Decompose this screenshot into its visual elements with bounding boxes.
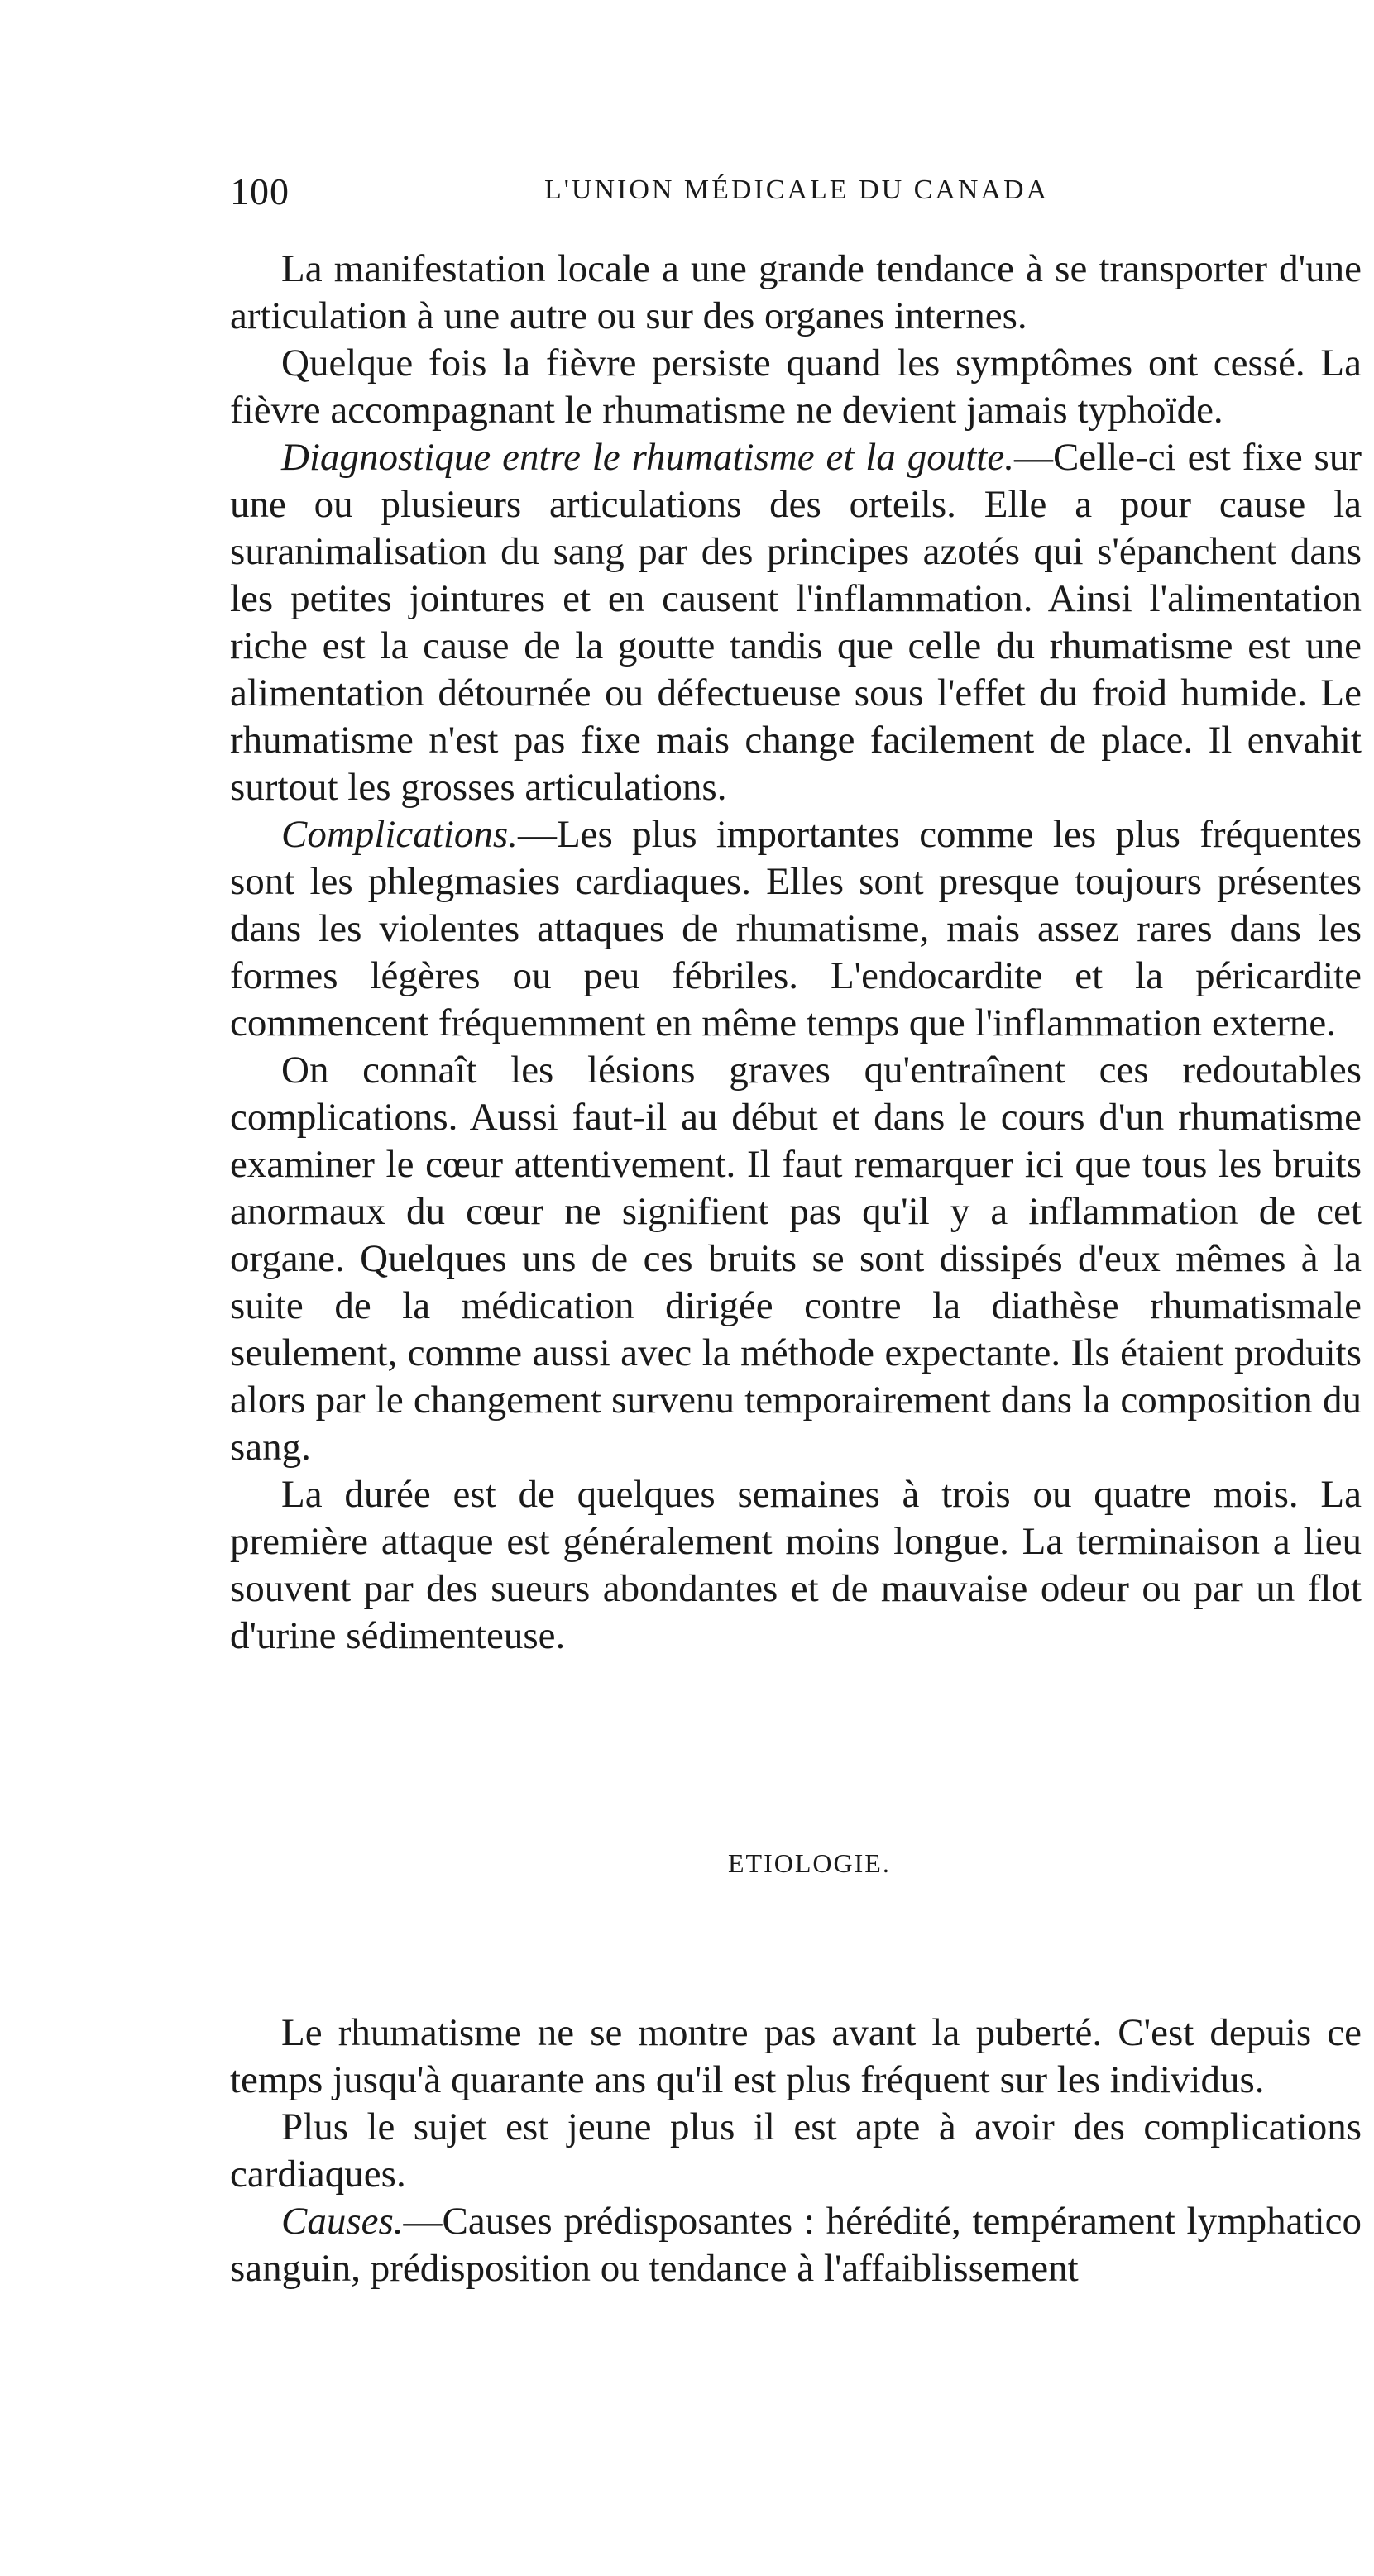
running-head: L'UNION MÉDICALE DU CANADA <box>544 174 1050 205</box>
paragraph-text: On connaît les lésions graves qu'entraînent ces redoutables complications. Aussi faut-il au début et dans le cours d'un rhumatisme examiner le cœur attentivement. Il faut remarquer ici que tous les bruits anormaux du cœur ne signifient pas qu'il y a inflammation de cet organe. Quelques uns de ces bruits se sont dissipés d'eux mêmes à la suite de la médication dirigée contre la diathèse rhumatismale seulement, comme aussi avec la méthode expectante. Ils étaient produits alors par le changement survenu temporairement dans la composition du sang. <box>230 1049 1362 1469</box>
paragraph-duree <box>230 1471 1362 1660</box>
paragraph-text: La manifestation locale a une grande tendance à se transporter d'une articulation à une autre ou sur des organes internes. <box>230 247 1362 337</box>
paragraph-text: Quelque fois la fièvre persiste quand les symptômes ont cessé. La fièvre accompagnant le rhumatisme ne devient jamais typhoïde. <box>230 342 1362 432</box>
paragraph-fievre <box>230 340 1362 434</box>
section-heading-etiologie: ETIOLOGIE. <box>728 1848 891 1878</box>
paragraph-causes <box>230 2198 1362 2292</box>
paragraph-lead: Causes. <box>281 2200 404 2243</box>
paragraph-text: Plus le sujet est jeune plus il est apte à avoir des complications cardiaques. <box>230 2105 1362 2196</box>
paragraph-sujet-jeune <box>230 2104 1362 2198</box>
paragraph-diagnostique <box>230 434 1362 811</box>
paragraph-lesions <box>230 1047 1362 1471</box>
page-header <box>230 170 1133 219</box>
paragraph-text: —Causes prédisposantes : hérédité, tempérament lymphatico sanguin, prédisposition ou tendance à l'affaiblissement <box>230 2200 1362 2290</box>
paragraph-text: La durée est de quelques semaines à trois ou quatre mois. La première attaque est généralement moins longue. La terminaison a lieu souvent par des sueurs abondantes et de mauvaise odeur ou par un flot d'urine sédimenteuse. <box>230 1473 1362 1657</box>
paragraph-text: —Les plus importantes comme les plus fréquentes sont les phlegmasies cardiaques. Elles sont presque toujours présentes dans les violentes attaques de rhumatisme, mais assez rares dans les formes légères ou peu fébriles. L'endocardite et la péricardite commencent fréquemment en même temps que l'inflammation externe. <box>230 813 1362 1044</box>
page-number: 100 <box>230 170 290 213</box>
body-text-upper <box>230 246 1362 1660</box>
paragraph-text: Le rhumatisme ne se montre pas avant la puberté. C'est depuis ce temps jusqu'à quarante ans qu'il est plus fréquent sur les individus. <box>230 2011 1362 2101</box>
paragraph-puberte <box>230 2010 1362 2104</box>
paragraph-complications <box>230 811 1362 1047</box>
paragraph-manifestation <box>230 246 1362 340</box>
paragraph-lead: Complications. <box>281 813 518 856</box>
paragraph-lead: Diagnostique entre le rhumatisme et la goutte. <box>281 436 1014 479</box>
body-text-lower <box>230 2010 1362 2292</box>
paragraph-text: —Celle-ci est fixe sur une ou plusieurs articulations des orteils. Elle a pour cause la suranimalisation du sang par des principes azotés qui s'épanchent dans les petites jointures et en causent l'inflammation. Ainsi l'alimentation riche est la cause de la goutte tandis que celle du rhumatisme est une alimentation détournée ou défectueuse sous l'effet du froid humide. Le rhumatisme n'est pas fixe mais change facilement de place. Il envahit surtout les grosses articulations. <box>230 436 1362 809</box>
